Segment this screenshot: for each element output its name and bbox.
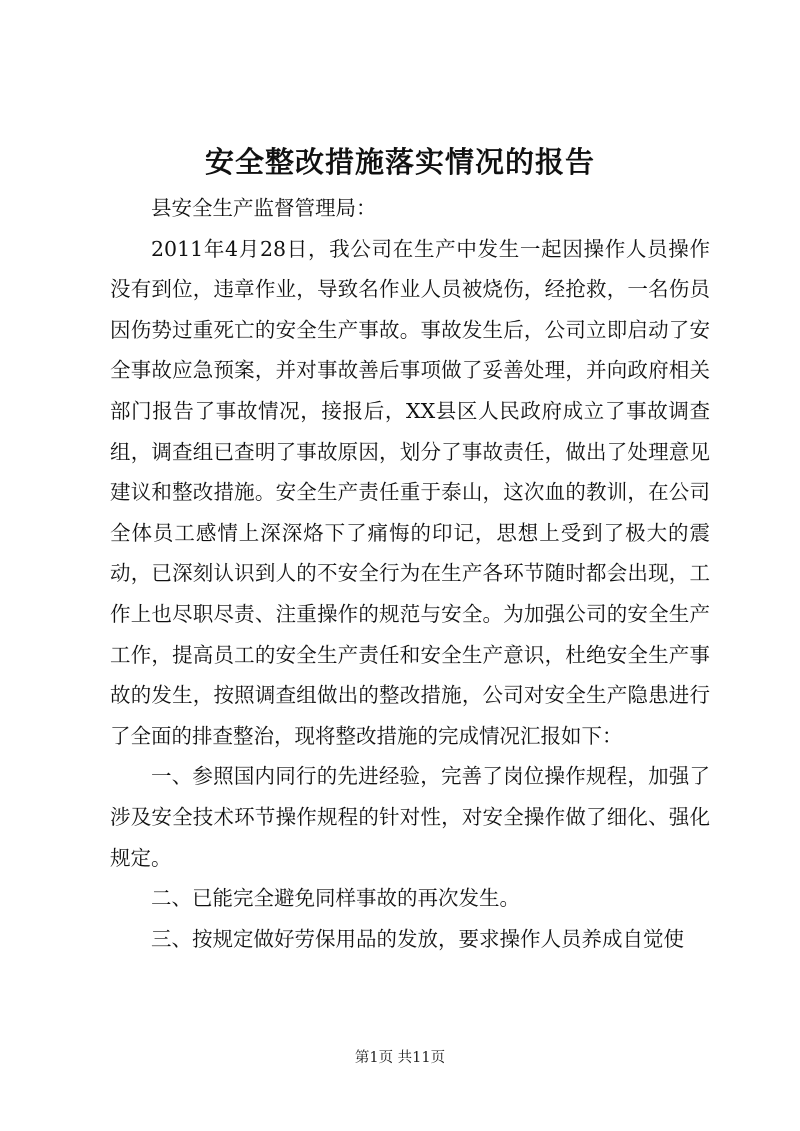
page-footer: 第1页 共11页: [354, 1050, 446, 1066]
measure-three-paragraph: 三、按规定做好劳保用品的发放，要求操作人员养成自觉使: [151, 926, 684, 951]
incident-paragraph: 2011年4月28日，我公司在生产中发生一起因操作人员操作没有到位，违章作业，导致名作业人员被烧伤，经抢救，一名伤员因伤势过重死亡的安全生产事故。事故发生后，公司立即启动了安全事故应急预案，并对事故善后事项做了妥善处理，并向政府相关部门报告了事故情况，接报后，XX县区人民政府成立了事故调查组，调查组已查明了事故原因，划分了事故责任，做出了处理意见建议和整改措施。安全生产责任重于泰山，这次血的教训，在公司全体员工感情上深深烙下了痛悔的印记，思想上受到了极大的震动，已深刻认识到人的不安全行为在生产各环节随时都会出现，工作上也尽职尽责、注重操作的规范与安全。为加强公司的安全生产工作，提高员工的安全生产责任和安全生产意识，杜绝安全生产事故的发生，按照调查组做出的整改措施，公司对安全生产隐患进行了全面的排查整治，现将整改措施的完成情况汇报如下：: [110, 236, 710, 748]
measure-two-paragraph: 二、已能完全避免同样事故的再次发生。: [151, 886, 520, 911]
document-body: [110, 188, 710, 959]
measure-one-paragraph: 一、参照国内同行的先进经验，完善了岗位操作规程，加强了涉及安全技术环节操作规程的针对性，对安全操作做了细化、强化规定。: [110, 764, 710, 870]
salutation-paragraph: 县安全生产监督管理局：: [151, 196, 377, 220]
document-title: 安全整改措施落实情况的报告: [204, 145, 595, 179]
